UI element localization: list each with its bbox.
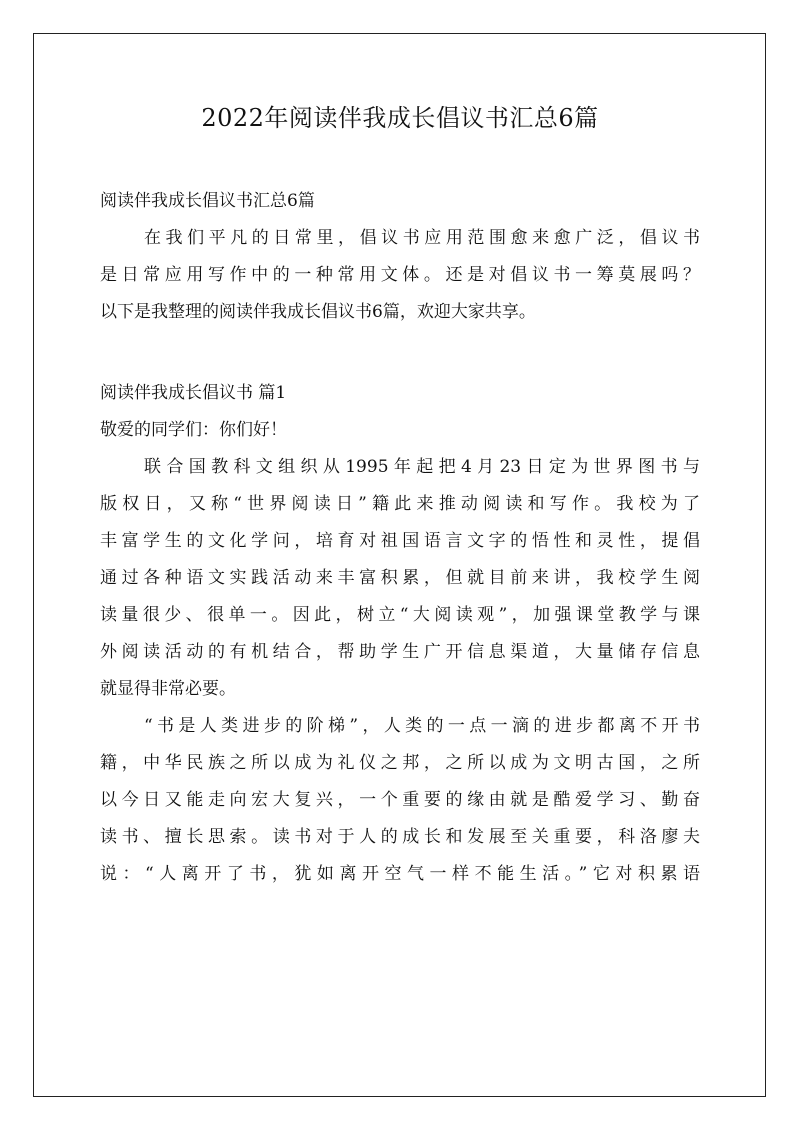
document-body bbox=[100, 183, 700, 893]
section-spacer bbox=[100, 331, 700, 375]
paragraph-line: 通过各种语文实践活动来丰富积累，但就目前来讲，我校学生阅 bbox=[100, 568, 700, 588]
section-heading: 阅读伴我成长倡议书 篇1 bbox=[100, 383, 287, 403]
paragraph-line: 外阅读活动的有机结合，帮助学生广开信息渠道，大量储存信息 bbox=[100, 642, 700, 662]
paragraph-line: 联合国教科文组织从1995年起把4月23日定为世界图书与 bbox=[144, 457, 700, 477]
paragraph-line: 丰富学生的文化学问，培育对祖国语言文字的悟性和灵性，提倡 bbox=[100, 531, 700, 551]
document-title: 2022年阅读伴我成长倡议书汇总6篇 bbox=[201, 104, 599, 132]
paragraph-line: “书是人类进步的阶梯”，人类的一点一滴的进步都离不开书 bbox=[144, 716, 700, 736]
document-subtitle: 阅读伴我成长倡议书汇总6篇 bbox=[100, 191, 315, 211]
paragraph-line: 说：“人离开了书，犹如离开空气一样不能生活。”它对积累语 bbox=[100, 864, 700, 884]
intro-line: 在我们平凡的日常里，倡议书应用范围愈来愈广泛，倡议书 bbox=[144, 228, 700, 248]
paragraph-line: 读书、擅长思索。读书对于人的成长和发展至关重要，科洛廖夫 bbox=[100, 827, 700, 847]
paragraph-line: 籍，中华民族之所以成为礼仪之邦，之所以成为文明古国，之所 bbox=[100, 753, 700, 773]
paragraph-line: 版权日，又称“世界阅读日”籍此来推动阅读和写作。我校为了 bbox=[100, 494, 700, 514]
greeting: 敬爱的同学们：你们好！ bbox=[100, 420, 287, 440]
paragraph-line: 读量很少、很单一。因此，树立“大阅读观”，加强课堂教学与课 bbox=[100, 605, 700, 625]
intro-line: 是日常应用写作中的一种常用文体。还是对倡议书一筹莫展吗？ bbox=[100, 265, 700, 285]
paragraph-line: 就显得非常必要。 bbox=[100, 679, 236, 699]
intro-line: 以下是我整理的阅读伴我成长倡议书6篇，欢迎大家共享。 bbox=[100, 302, 536, 322]
paragraph-line: 以今日又能走向宏大复兴，一个重要的缘由就是酷爱学习、勤奋 bbox=[100, 790, 700, 810]
